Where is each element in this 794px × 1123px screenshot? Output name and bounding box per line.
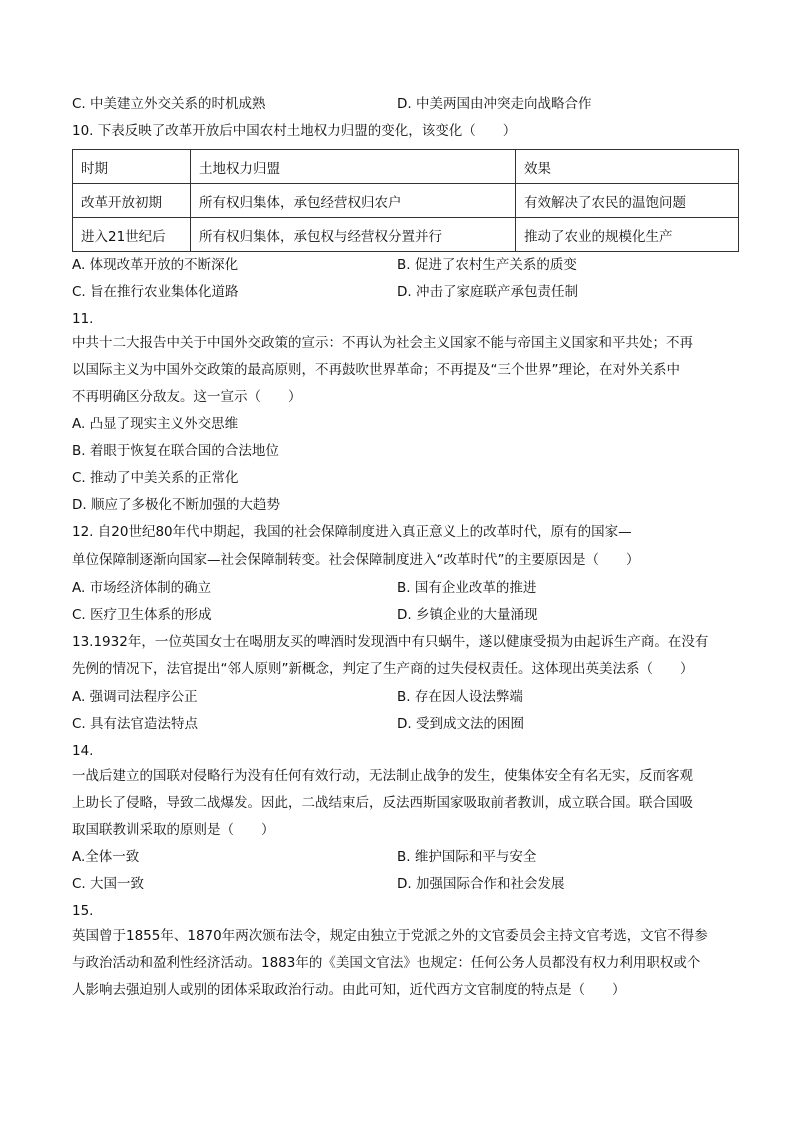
q15-stem-line: 人影响去强迫别人或别的团体采取政治行动。由此可知，近代西方文官制度的特点是（ ） xyxy=(72,982,626,998)
q11-number: 11. xyxy=(72,311,94,327)
q10-table xyxy=(72,149,739,252)
table-cell: 所有权归集体，承包权与经营权分置并行 xyxy=(191,218,516,252)
q11-option-d: D. 顺应了多极化不断加强的大趋势 xyxy=(72,497,280,513)
q14-option-d: D. 加强国际合作和社会发展 xyxy=(397,876,565,892)
q12-option-b: B. 国有企业改革的推进 xyxy=(397,580,537,596)
q9-option-d: D. 中美两国由冲突走向战略合作 xyxy=(397,96,592,112)
table-cell: 有效解决了农民的温饱问题 xyxy=(516,184,739,218)
q10-stem: 10. 下表反映了改革开放后中国农村土地权力归盟的变化，该变化（ ） xyxy=(72,123,517,139)
q13-stem-line: 先例的情况下，法官提出“邻人原则”新概念，判定了生产商的过失侵权责任。这体现出英美法系（ ） xyxy=(72,661,694,677)
q13-option-c: C. 具有法官造法特点 xyxy=(72,716,199,732)
q10-option-c: C. 旨在推行农业集体化道路 xyxy=(72,284,239,300)
q14-options-cd xyxy=(72,872,732,896)
q13-option-a: A. 强调司法程序公正 xyxy=(72,689,198,705)
table-header-cell: 效果 xyxy=(516,150,739,184)
table-header-cell: 土地权力归盟 xyxy=(191,150,516,184)
table-cell: 所有权归集体，承包经营权归农户 xyxy=(191,184,516,218)
q12-option-a: A. 市场经济体制的确立 xyxy=(72,580,212,596)
q10-options-cd xyxy=(72,280,732,304)
q14-stem-line: 一战后建立的国联对侵略行为没有任何有效行动，无法制止战争的发生，使集体安全有名无实，反而客观 xyxy=(72,768,693,784)
q11-option-c: C. 推动了中美关系的正常化 xyxy=(72,470,239,486)
q12-option-c: C. 医疗卫生体系的形成 xyxy=(72,607,212,623)
q14-stem-line: 上助长了侵略，导致二战爆发。因此，二战结束后，反法西斯国家吸取前者教训，成立联合国。联合国吸 xyxy=(72,795,693,811)
q10-option-a: A. 体现改革开放的不断深化 xyxy=(72,257,239,273)
table-header-row xyxy=(73,150,739,184)
q13-option-d: D. 受到成文法的困囿 xyxy=(397,716,524,732)
q9-options-cd xyxy=(72,92,732,116)
q10-option-d: D. 冲击了家庭联产承包责任制 xyxy=(397,284,578,300)
table-row xyxy=(73,218,739,252)
q14-option-b: B. 维护国际和平与安全 xyxy=(397,849,537,865)
q13-options-ab xyxy=(72,685,732,709)
q11-option-a: A. 凸显了现实主义外交思维 xyxy=(72,416,239,432)
table-row xyxy=(73,184,739,218)
q12-options-cd xyxy=(72,603,732,627)
q14-option-a: A.全体一致 xyxy=(72,849,140,865)
q11-stem-line: 以国际主义为中国外交政策的最高原则，不再鼓吹世界革命；不再提及“三个世界”理论，在对外关系中 xyxy=(72,362,680,378)
table-cell: 进入21世纪后 xyxy=(73,218,191,252)
q15-stem-line: 英国曾于1855年、1870年两次颁布法令，规定由独立于党派之外的文官委员会主持文官考选，文官不得参 xyxy=(72,928,708,944)
q11-stem-line: 中共十二大报告中关于中国外交政策的宣示：不再认为社会主义国家不能与帝国主义国家和平共处；不再 xyxy=(72,335,693,351)
table-cell: 改革开放初期 xyxy=(73,184,191,218)
q15-number: 15. xyxy=(72,903,94,919)
q14-options-ab xyxy=(72,845,732,869)
q13-options-cd xyxy=(72,712,732,736)
table-cell: 推动了农业的规模化生产 xyxy=(516,218,739,252)
q11-option-b: B. 着眼于恢复在联合国的合法地位 xyxy=(72,443,279,459)
q10-options-ab xyxy=(72,253,732,277)
table-header-cell: 时期 xyxy=(73,150,191,184)
q15-stem-line: 与政治活动和盈利性经济活动。1883年的《美国文官法》也规定：任何公务人员都没有权力利用职权或个 xyxy=(72,955,701,971)
q13-stem-line: 13.1932年，一位英国女士在喝朋友买的啤酒时发现酒中有只蜗牛，遂以健康受损为由起诉生产商。在没有 xyxy=(72,634,709,650)
q13-option-b: B. 存在因人设法弊端 xyxy=(397,689,523,705)
q11-stem-line: 不再明确区分敌友。这一宣示（ ） xyxy=(72,389,302,405)
q12-options-ab xyxy=(72,576,732,600)
q14-number: 14. xyxy=(72,743,94,759)
q10-option-b: B. 促进了农村生产关系的质变 xyxy=(397,257,577,273)
q14-option-c: C. 大国一致 xyxy=(72,876,145,892)
q9-option-c: C. 中美建立外交关系的时机成熟 xyxy=(72,96,266,112)
q12-stem-line: 单位保障制逐渐向国家—社会保障制转变。社会保障制度进入“改革时代”的主要原因是（ ） xyxy=(72,552,640,568)
q12-stem-line: 12. 自20世纪80年代中期起，我国的社会保障制度进入真正意义上的改革时代，原有的国家— xyxy=(72,524,632,540)
q12-option-d: D. 乡镇企业的大量涌现 xyxy=(397,607,538,623)
q14-stem-line: 取国联教训采取的原则是（ ） xyxy=(72,822,275,838)
